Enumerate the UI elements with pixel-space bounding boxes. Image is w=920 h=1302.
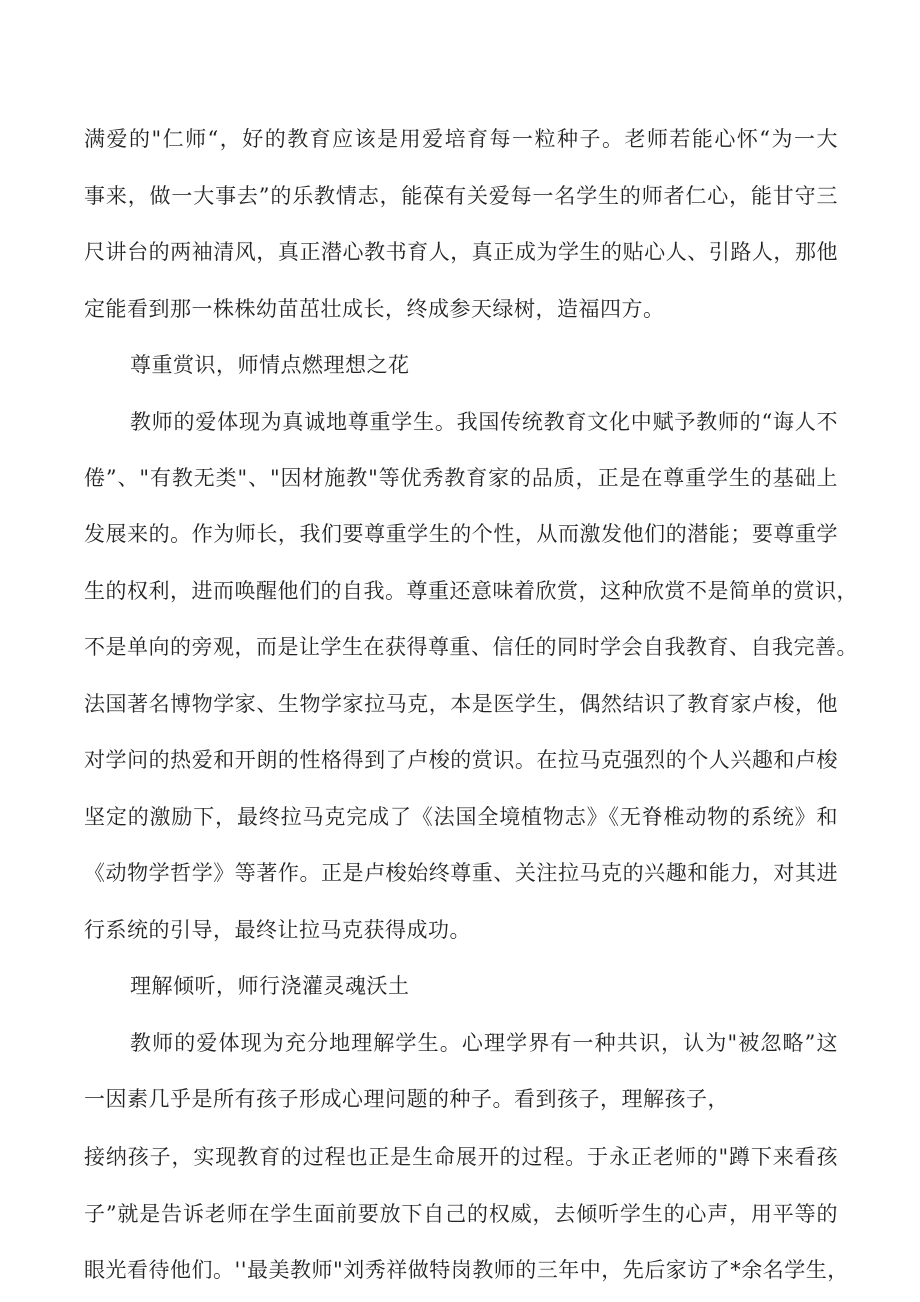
paragraph-2-line-4: 生的权利，进而唤醒他们的自我。尊重还意味着欣赏，这种欣赏不是简单的赏识， [84,579,858,603]
paragraph-2-line-8: 坚定的激励下，最终拉马克完成了《法国全境植物志》《无脊椎动物的系统》和 [84,805,838,829]
paragraph-3-line-5: 眼光看待他们。''最美教师"刘秀祥做特岗教师的三年中，先后家访了*余名学生， [84,1258,849,1282]
paragraph-3-line-3: 接纳孩子，实现教育的过程也正是生命展开的过程。于永正老师的"蹲下来看孩 [84,1145,838,1169]
paragraph-1-line-2: 事来，做一大事去”的乐教情志，能葆有关爱每一名学生的师者仁心，能甘守三 [84,184,838,208]
paragraph-2-line-9: 《动物学哲学》等著作。正是卢梭始终尊重、关注拉马克的兴趣和能力，对其进 [84,861,838,885]
paragraph-2-line-7: 对学问的热爱和开朗的性格得到了卢梭的赏识。在拉马克强烈的个人兴趣和卢梭 [84,748,838,772]
paragraph-3-line-1: 教师的爱体现为充分地理解学生。心理学界有一种共识，认为"被忽略”这 [130,1031,838,1055]
paragraph-3-line-2: 一因素几乎是所有孩子形成心理问题的种子。看到孩子，理解孩子， [84,1087,729,1111]
paragraph-2-line-5: 不是单向的旁观，而是让学生在获得尊重、信任的同时学会自我教育、自我完善。 [84,635,858,659]
paragraph-3-line-4: 子”就是告诉老师在学生面前要放下自己的权威，去倾听学生的心声，用平等的 [84,1202,838,1226]
paragraph-1-line-1: 满爱的"仁师“，好的教育应该是用爱培育每一粒种子。老师若能心怀“为一大 [84,127,838,151]
paragraph-2-line-1: 教师的爱体现为真诚地尊重学生。我国传统教育文化中赋予教师的“诲人不 [130,410,838,434]
section-heading-2: 理解倾听，师行浇灌灵魂沃土 [130,974,410,998]
paragraph-2-line-2: 倦”、"有教无类"、"因材施教"等优秀教育家的品质，正是在尊重学生的基础上 [84,466,838,490]
paragraph-2-line-6: 法国著名博物学家、生物学家拉马克，本是医学生，偶然结识了教育家卢梭，他 [84,692,838,716]
paragraph-2-line-3: 发展来的。作为师长，我们要尊重学生的个性，从而激发他们的潜能；要尊重学 [84,522,838,546]
paragraph-1-line-4: 定能看到那一株株幼苗茁壮成长，终成参天绿树，造福四方。 [84,297,665,321]
section-heading-1: 尊重赏识，师情点燃理想之花 [130,353,410,377]
paragraph-1-line-3: 尺讲台的两袖清风，真正潜心教书育人，真正成为学生的贴心人、引路人，那他 [84,240,838,264]
paragraph-2-line-10: 行系统的引导，最终让拉马克获得成功。 [84,918,471,942]
